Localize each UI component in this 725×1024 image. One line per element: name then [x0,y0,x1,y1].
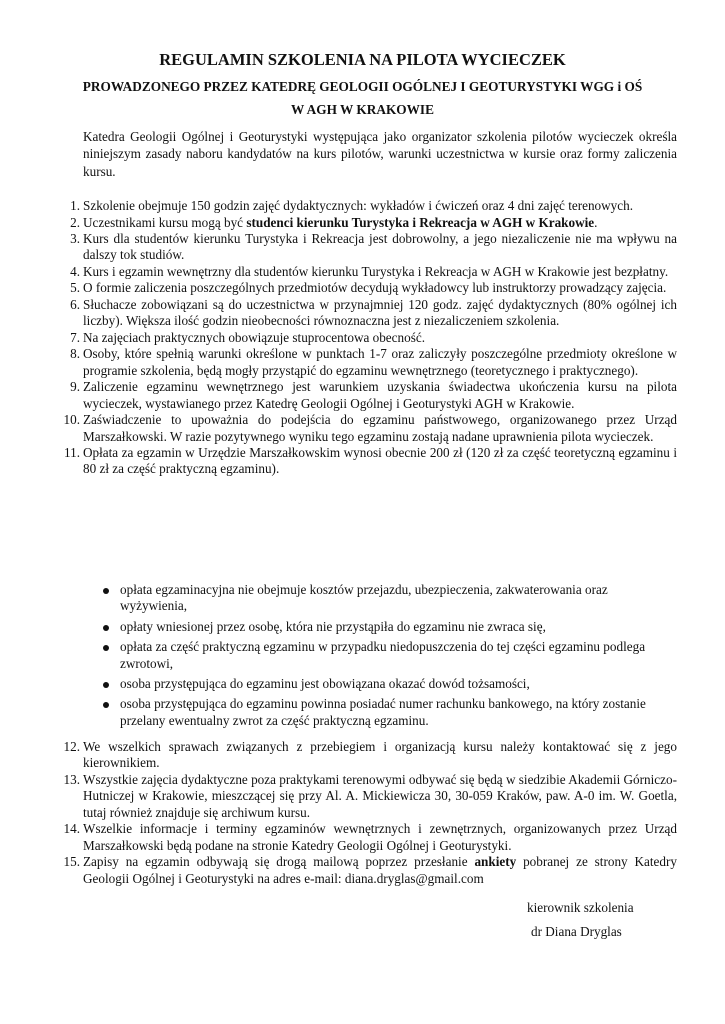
list-item: 2. Uczestnikami kursu mogą być studenci kierunku Turystyka i Rekreacja w AGH w Krakowie. [70,214,598,230]
list-item: 6. Słuchacze zobowiązani są do uczestnictwa w przynajmniej 120 godz. zajęć dydaktycznych (80% ogólnej ich liczby). Większa ilość godzin nieobecności równoznaczna jest z niezaliczeniem szkolenia. [70,296,677,329]
bullet-item: osoba przystępująca do egzaminu powinna posiadać numer rachunku bankowego, na który zostanie przelany ewentualny zwrot za część praktyczną egzaminu. [103,696,663,729]
bullet-dot-icon [103,588,109,594]
bullet-item: opłata za część praktyczną egzaminu w przypadku niedopuszczenia do tej części egzaminu podlega zwrotowi, [103,639,663,672]
list-item: 10. Zaświadczenie to upoważnia do podejścia do egzaminu państwowego, organizowanego przez Urząd Marszałkowski. W razie pozytywnego wyniku tego egzaminu zostają nadane uprawnienia pilota wycieczek. [63,412,677,444]
bold-emphasis: ankiety [474,854,517,870]
bullet-item: opłaty wniesionej przez osobę, która nie przystąpiła do egzaminu nie zwraca się, [103,619,663,635]
list-item: 8. Osoby, które spełnią warunki określone w punktach 1-7 oraz zaliczyły poszczególne przedmioty określone w programie szkolenia, będą mogły przystąpić do egzaminu wewnętrznego (teoretycznego i praktycznego). [70,346,677,378]
signature-name: dr Diana Dryglas [531,924,622,939]
list-item: 14. Wszelkie informacje i terminy egzaminów wewnętrznych i zewnętrznych, organizowanych przez Urząd Marszałkowski będą podane na stronie Katedry Geologii Ogólnej i Geoturystyki. [63,821,677,853]
bullet-dot-icon [103,625,109,631]
list-item: 12. We wszelkich sprawach związanych z przebiegiem i organizacją kursu należy kontaktować się z jego kierownikiem. [63,739,677,771]
list-item: 1. Szkolenie obejmuje 150 godzin zajęć dydaktycznych: wykładów i ćwiczeń oraz 4 dni zajęć terenowych. [70,198,633,213]
document-subtitle-line1: PROWADZONEGO PRZEZ KATEDRĘ GEOLOGII OGÓLNEJ I GEOTURYSTYKI WGG i OŚ [82,79,643,94]
bullet-dot-icon [103,702,109,708]
rules-list [63,198,677,478]
list-item: 5. O formie zaliczenia poszczególnych przedmiotów decydują wykładowcy lub instruktorzy prowadzący zajęcia. [70,280,667,296]
list-item: 3. Kurs dla studentów kierunku Turystyka i Rekreacja jest dobrowolny, a jego niezaliczenie nie ma wpływu na dalszy tok studiów. [70,231,677,263]
document-title: REGULAMIN SZKOLENIA NA PILOTA WYCIECZEK [159,50,566,69]
fee-conditions-list [103,582,663,733]
list-item: 11. Opłata za egzamin w Urzędzie Marszałkowskim wynosi obecnie 200 zł (120 zł za część teoretyczną egzaminu i 80 zł za część praktyczną egzaminu). [64,445,677,477]
signature-role: kierownik szkolenia [527,900,634,915]
list-item: 13. Wszystkie zajęcia dydaktyczne poza praktykami terenowymi odbywać się będą w siedzibie Akademii Górniczo-Hutniczej w Krakowie, mieszczącej się przy Al. A. Mickiewicza 30, 30-059 Kraków, paw. A-0 im. W. Goetla, tutaj również znajduje się archiwum kursu. [63,771,677,820]
list-item: 9. Zaliczenie egzaminu wewnętrznego jest warunkiem uzyskania świadectwa ukończenia kursu na pilota wycieczek, wystawianego przez Katedrę Geologii Ogólnej i Geoturystyki AGH w Krakowie. [70,379,677,411]
bullet-dot-icon [103,682,109,688]
bold-emphasis: studenci kierunku Turystyka i Rekreacja w AGH w Krakowie [246,214,595,230]
bullet-dot-icon [103,645,109,651]
list-item: 15. Zapisy na egzamin odbywają się drogą mailową poprzez przesłanie ankiety pobranej ze strony Katedry Geologii Ogólnej i Geoturystyki na adres e-mail: diana.dryglas@gmail.com [63,854,677,886]
list-item: 4. Kurs i egzamin wewnętrzny dla studentów kierunku Turystyka i Rekreacja w AGH w Krakowie jest bezpłatny. [70,263,669,279]
list-item: 7. Na zajęciach praktycznych obowiązuje stuprocentowa obecność. [70,329,425,345]
bullet-item: osoba przystępująca do egzaminu jest obowiązana okazać dowód tożsamości, [103,676,663,692]
document-subtitle-line2: W AGH W KRAKOWIE [291,102,434,117]
bullet-item: opłata egzaminacyjna nie obejmuje kosztów przejazdu, ubezpieczenia, zakwaterowania oraz wyżywienia, [103,582,663,615]
rules-list-continued [63,739,677,887]
intro-paragraph: Katedra Geologii Ogólnej i Geoturystyki występująca jako organizator szkolenia pilotów wycieczek określa niniejszym zasady naboru kandydatów na kurs pilotów, warunki uczestnictwa w kursie oraz formy zaliczenia kursu. [83,129,677,179]
